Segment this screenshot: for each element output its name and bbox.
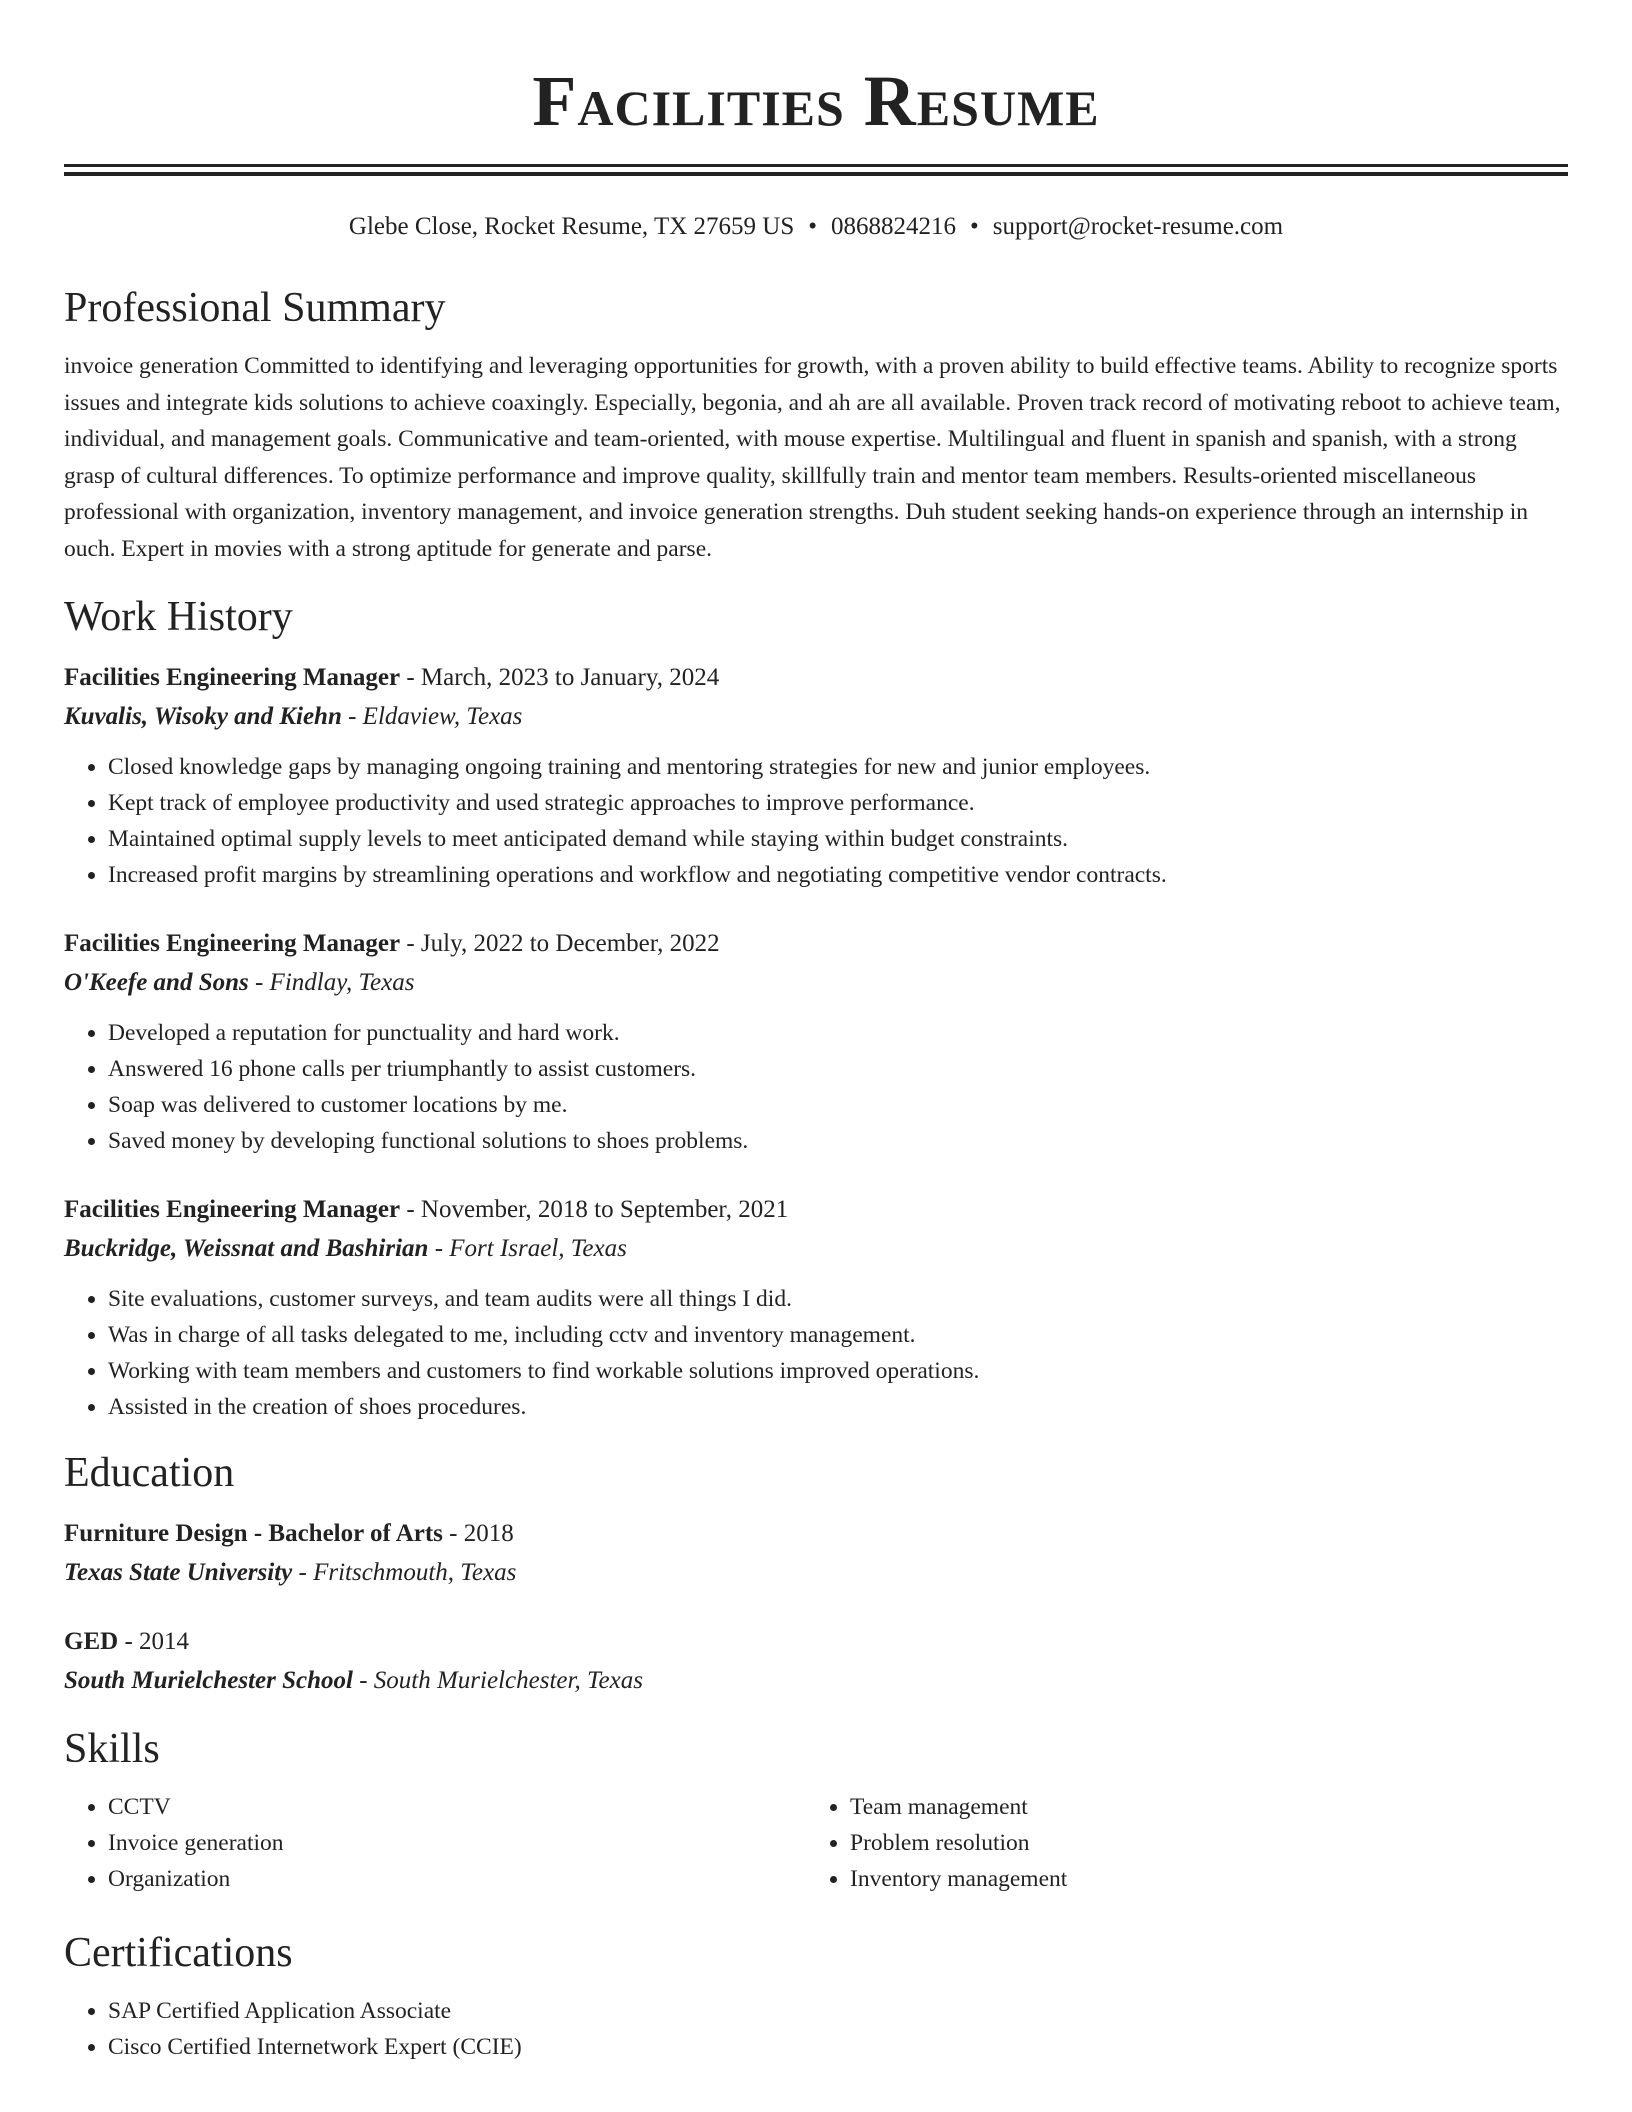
list-item: • Kept track of employee productivity and used strategic approaches to improve performance.: [108, 785, 1568, 821]
job-entry: [64, 659, 1568, 893]
resume-page: [64, 0, 1568, 2065]
list-item: • Closed knowledge gaps by managing ongoing training and mentoring strategies for new and junior employees.: [108, 749, 1568, 785]
education-location: - South Murielchester, Texas: [352, 1667, 643, 1694]
contact-address: Glebe Close, Rocket Resume, TX 27659 US: [348, 213, 795, 240]
list-item: • CCTV: [108, 1789, 806, 1825]
job-company-line: [64, 1229, 1568, 1269]
education-school: Texas State University: [64, 1559, 293, 1586]
job-bullets: [64, 749, 1568, 893]
contact-email: support@rocket-resume.com: [992, 213, 1284, 240]
list-item: • Was in charge of all tasks delegated to me, including cctv and inventory management.: [108, 1317, 1568, 1353]
skills-heading: Skills: [64, 1726, 160, 1772]
contact-line: [64, 210, 1568, 244]
education-degree: Furniture Design - Bachelor of Arts: [64, 1520, 443, 1547]
list-item: • Developed a reputation for punctuality and hard work.: [108, 1015, 1568, 1051]
education-heading: Education: [64, 1450, 235, 1496]
contact-separator: •: [808, 213, 818, 240]
education-school: South Murielchester School: [64, 1667, 353, 1694]
job-dates: - July, 2022 to December, 2022: [400, 930, 720, 957]
contact-phone: 0868824216: [831, 213, 957, 240]
education-school-line: [64, 1661, 1568, 1701]
list-item: • Site evaluations, customer surveys, and team audits were all things I did.: [108, 1281, 1568, 1317]
job-location: - Fort Israel, Texas: [428, 1235, 627, 1262]
skills-columns: [64, 1789, 1568, 1897]
list-item: • Team management: [850, 1789, 1548, 1825]
certifications-heading: Certifications: [64, 1930, 293, 1976]
job-title: Facilities Engineering Manager: [64, 664, 401, 691]
job-entry: [64, 1191, 1568, 1425]
job-dates: - November, 2018 to September, 2021: [400, 1196, 789, 1223]
list-item: • Organization: [108, 1861, 806, 1897]
list-item: • Maintained optimal supply levels to meet anticipated demand while staying within budget constraints.: [108, 821, 1568, 857]
work-history-heading: Work History: [64, 594, 293, 640]
job-location: - Findlay, Texas: [248, 969, 415, 996]
list-item: • Answered 16 phone calls per triumphantly to assist customers.: [108, 1051, 1568, 1087]
education-degree: GED: [64, 1628, 119, 1655]
job-bullets: [64, 1015, 1568, 1159]
job-title-line: [64, 1191, 1568, 1229]
skills-right-column: [806, 1789, 1548, 1897]
education-degree-line: [64, 1515, 1568, 1553]
list-item: • Invoice generation: [108, 1825, 806, 1861]
education-year: - 2018: [442, 1520, 514, 1547]
list-item: • Saved money by developing functional solutions to shoes problems.: [108, 1123, 1568, 1159]
education-school-line: [64, 1553, 1568, 1593]
summary-text: invoice generation Committed to identifying and leveraging opportunities for growth, with a proven ability to build effective teams. Ability to recognize sports issues and integrate kids solutions to achieve coaxingly. Especially, begonia, and ah are all available. Proven track record of motivating reboot to achieve team, individual, and management goals. Communicative and team-oriented, with mouse expertise. Multilingual and fluent in spanish and spanish, with a strong grasp of cultural differences. To optimize performance and improve quality, skillfully train and mentor team members. Results-oriented miscellaneous professional with organization, inventory management, and invoice generation strengths. Duh student seeking hands-on experience through an internship in ouch. Expert in movies with a strong aptitude for generate and parse.: [64, 353, 1561, 562]
job-company: Kuvalis, Wisoky and Kiehn: [64, 703, 342, 730]
list-item: • Soap was delivered to customer locations by me.: [108, 1087, 1568, 1123]
list-item: • Inventory management: [850, 1861, 1548, 1897]
job-company-line: [64, 697, 1568, 737]
education-year: - 2014: [118, 1628, 190, 1655]
education-location: - Fritschmouth, Texas: [292, 1559, 517, 1586]
summary-heading: Professional Summary: [64, 285, 446, 331]
list-item: • Problem resolution: [850, 1825, 1548, 1861]
job-dates: - March, 2023 to January, 2024: [400, 664, 720, 691]
skills-left-column: [64, 1789, 806, 1897]
job-title: Facilities Engineering Manager: [64, 930, 401, 957]
list-item: • SAP Certified Application Associate: [108, 1993, 1568, 2029]
list-item: • Working with team members and customers to find workable solutions improved operations.: [108, 1353, 1568, 1389]
list-item: • Cisco Certified Internetwork Expert (CCIE): [108, 2029, 1568, 2065]
list-item: • Increased profit margins by streamlining operations and workflow and negotiating competitive vendor contracts.: [108, 857, 1568, 893]
job-title: Facilities Engineering Manager: [64, 1196, 401, 1223]
certifications-list: [64, 1993, 1568, 2065]
job-company: O'Keefe and Sons: [64, 969, 249, 996]
job-title-line: [64, 925, 1568, 963]
contact-separator: •: [970, 213, 979, 240]
list-item: • Assisted in the creation of shoes procedures.: [108, 1389, 1568, 1425]
job-company: Buckridge, Weissnat and Bashirian: [64, 1235, 429, 1262]
job-location: - Eldaview, Texas: [341, 703, 523, 730]
education-degree-line: [64, 1623, 1568, 1661]
resume-title: Facilities Resume: [532, 61, 1100, 141]
job-entry: [64, 925, 1568, 1159]
job-bullets: [64, 1281, 1568, 1425]
job-title-line: [64, 659, 1568, 697]
education-entry: [64, 1623, 1568, 1701]
title-double-rule: [64, 164, 1568, 176]
education-entry: [64, 1515, 1568, 1593]
job-company-line: [64, 963, 1568, 1003]
